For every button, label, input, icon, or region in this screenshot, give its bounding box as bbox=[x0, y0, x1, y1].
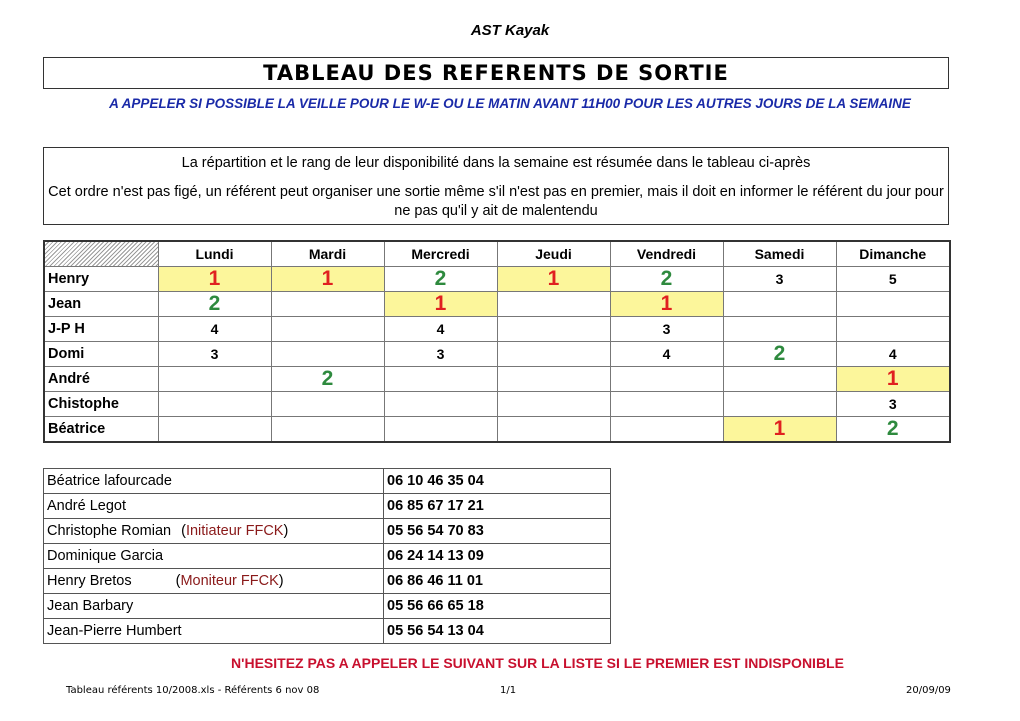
rank-cell: 1 bbox=[384, 292, 497, 317]
referent-name: André bbox=[44, 367, 158, 392]
day-header: Jeudi bbox=[497, 241, 610, 267]
day-header: Dimanche bbox=[836, 241, 950, 267]
schedule-row bbox=[44, 367, 950, 392]
rank-cell: 4 bbox=[610, 342, 723, 367]
rank-cell: 1 bbox=[836, 367, 950, 392]
contact-name: Dominique Garcia bbox=[47, 548, 164, 564]
rank-cell: 1 bbox=[497, 267, 610, 292]
rank-cell bbox=[271, 342, 384, 367]
contact-name: Henry Bretos bbox=[47, 573, 132, 589]
call-instructions: A APPELER SI POSSIBLE LA VEILLE POUR LE W-E OU LE MATIN AVANT 11H00 POUR LES AUTRES JOURS DE LA SEMAINE bbox=[109, 96, 911, 111]
rank-cell: 3 bbox=[384, 342, 497, 367]
rank-cell: 1 bbox=[610, 292, 723, 317]
note-line-1: La répartition et le rang de leur disponibilité dans la semaine est résumée dans le tableau ci-après bbox=[181, 155, 811, 171]
rank-cell bbox=[723, 392, 836, 417]
rank-cell: 2 bbox=[271, 367, 384, 392]
contact-row bbox=[44, 594, 611, 619]
rank-cell: 1 bbox=[158, 267, 271, 292]
note-line-2: Cet ordre n'est pas figé, un référent peut organiser une sortie même s'il n'est pas en premier, mais il doit en informer le référent du jour pour ne pas qu'il y ait de malentendu bbox=[48, 184, 944, 219]
contact-name-cell bbox=[44, 494, 384, 519]
contact-name: Jean Barbary bbox=[47, 598, 134, 614]
contact-phone: 06 24 14 13 09 bbox=[384, 544, 611, 569]
day-header: Vendredi bbox=[610, 241, 723, 267]
contact-row bbox=[44, 494, 611, 519]
schedule-row bbox=[44, 417, 950, 443]
contact-name-cell bbox=[44, 594, 384, 619]
rank-cell bbox=[723, 367, 836, 392]
contact-role: Moniteur FFCK bbox=[180, 573, 279, 589]
rank-cell bbox=[610, 367, 723, 392]
rank-cell bbox=[610, 392, 723, 417]
contact-row bbox=[44, 619, 611, 644]
rank-cell bbox=[836, 317, 950, 342]
rank-cell bbox=[497, 317, 610, 342]
rank-cell bbox=[836, 292, 950, 317]
rank-cell bbox=[271, 417, 384, 443]
schedule-row bbox=[44, 392, 950, 417]
schedule-row bbox=[44, 292, 950, 317]
rank-cell bbox=[158, 417, 271, 443]
warning-text: N'HESITEZ PAS A APPELER LE SUIVANT SUR LA LISTE SI LE PREMIER EST INDISPONIBLE bbox=[231, 655, 844, 671]
contact-phone: 06 10 46 35 04 bbox=[384, 469, 611, 494]
contact-name-cell bbox=[44, 469, 384, 494]
referent-name: J-P H bbox=[44, 317, 158, 342]
rank-cell: 3 bbox=[836, 392, 950, 417]
rank-cell: 4 bbox=[836, 342, 950, 367]
rank-cell: 3 bbox=[158, 342, 271, 367]
rank-cell bbox=[497, 367, 610, 392]
schedule-header-row bbox=[44, 241, 950, 267]
rank-cell: 1 bbox=[271, 267, 384, 292]
contacts-table bbox=[43, 468, 611, 644]
rank-cell bbox=[271, 317, 384, 342]
club-name: AST Kayak bbox=[470, 22, 550, 39]
rank-cell bbox=[497, 417, 610, 443]
contact-role: Initiateur FFCK bbox=[185, 523, 284, 539]
rank-cell bbox=[158, 392, 271, 417]
contact-name-cell bbox=[44, 619, 384, 644]
schedule-row bbox=[44, 342, 950, 367]
day-header: Lundi bbox=[158, 241, 271, 267]
footer-page-number: 1/1 bbox=[500, 685, 517, 696]
referent-name: Chistophe bbox=[44, 392, 158, 417]
contact-row bbox=[44, 569, 611, 594]
contact-row bbox=[44, 544, 611, 569]
day-header: Mercredi bbox=[384, 241, 497, 267]
contact-name: Jean-Pierre Humbert bbox=[47, 623, 182, 639]
rank-cell bbox=[158, 367, 271, 392]
schedule-table bbox=[43, 240, 951, 443]
day-header: Mardi bbox=[271, 241, 384, 267]
rank-cell: 2 bbox=[836, 417, 950, 443]
contact-name: Christophe Romian bbox=[47, 523, 172, 539]
rank-cell bbox=[384, 367, 497, 392]
rank-cell: 3 bbox=[610, 317, 723, 342]
day-header: Samedi bbox=[723, 241, 836, 267]
contact-name: Béatrice lafourcade bbox=[47, 473, 172, 489]
contact-name: André Legot bbox=[47, 498, 127, 514]
contact-phone: 06 86 46 11 01 bbox=[384, 569, 611, 594]
contact-row bbox=[44, 519, 611, 544]
rank-cell: 2 bbox=[723, 342, 836, 367]
rank-cell bbox=[497, 392, 610, 417]
contact-name-cell: Christophe Romian (Initiateur FFCK) bbox=[44, 519, 384, 544]
rank-cell bbox=[384, 392, 497, 417]
contact-name-cell: Henry Bretos (Moniteur FFCK) bbox=[44, 569, 384, 594]
rank-cell bbox=[497, 342, 610, 367]
rank-cell: 2 bbox=[610, 267, 723, 292]
rank-cell: 2 bbox=[158, 292, 271, 317]
contact-phone: 06 85 67 17 21 bbox=[384, 494, 611, 519]
referent-name: Jean bbox=[44, 292, 158, 317]
notes-box bbox=[43, 147, 949, 225]
schedule-row bbox=[44, 267, 950, 292]
contact-phone: 05 56 66 65 18 bbox=[384, 594, 611, 619]
rank-cell: 2 bbox=[384, 267, 497, 292]
referent-name: Henry bbox=[44, 267, 158, 292]
footer-date: 20/09/09 bbox=[906, 685, 951, 696]
schedule-row bbox=[44, 317, 950, 342]
rank-cell: 3 bbox=[723, 267, 836, 292]
contact-phone: 05 56 54 13 04 bbox=[384, 619, 611, 644]
rank-cell bbox=[723, 317, 836, 342]
rank-cell bbox=[610, 417, 723, 443]
page-title: TABLEAU DES REFERENTS DE SORTIE bbox=[43, 57, 949, 89]
corner-hatch bbox=[44, 241, 158, 267]
rank-cell bbox=[723, 292, 836, 317]
rank-cell bbox=[271, 292, 384, 317]
referent-name: Béatrice bbox=[44, 417, 158, 443]
contact-name-cell bbox=[44, 544, 384, 569]
rank-cell: 5 bbox=[836, 267, 950, 292]
footer-filename: Tableau référents 10/2008.xls - Référents 6 nov 08 bbox=[66, 685, 320, 696]
referent-name: Domi bbox=[44, 342, 158, 367]
rank-cell bbox=[271, 392, 384, 417]
rank-cell bbox=[384, 417, 497, 443]
rank-cell bbox=[497, 292, 610, 317]
rank-cell: 4 bbox=[158, 317, 271, 342]
contact-row bbox=[44, 469, 611, 494]
rank-cell: 1 bbox=[723, 417, 836, 443]
rank-cell: 4 bbox=[384, 317, 497, 342]
contact-phone: 05 56 54 70 83 bbox=[384, 519, 611, 544]
